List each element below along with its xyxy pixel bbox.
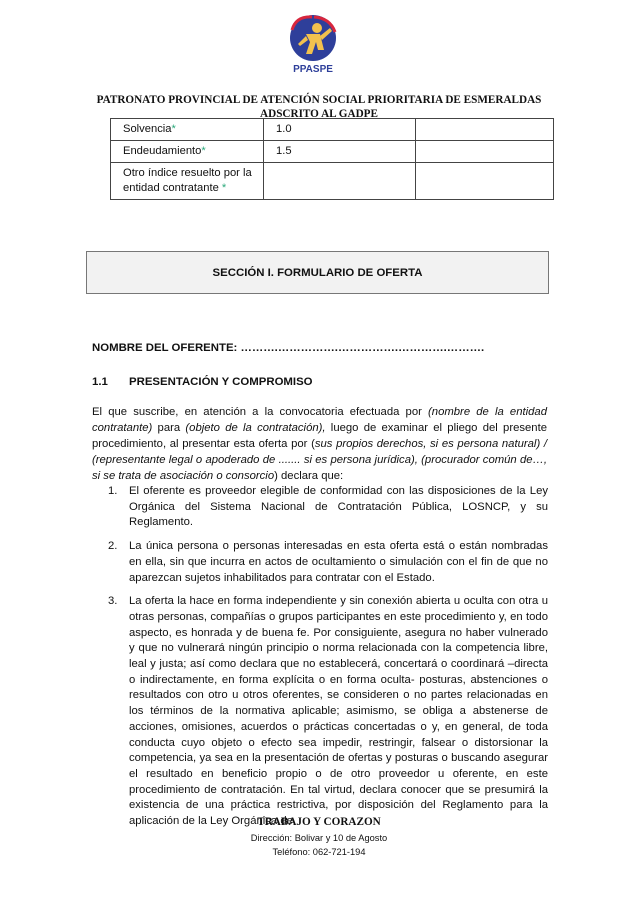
- table-cell: [416, 163, 554, 200]
- list-item-text: El oferente es proveedor elegible de conformidad con las disposiciones de la Ley Orgánica del Sistema Nacional de Contratación Pública, LOSNCP, y su Reglamento.: [129, 485, 548, 529]
- subsection-heading: [92, 376, 313, 388]
- table-cell: [416, 119, 554, 141]
- footer-motto: TRABAJO Y CORAZON: [257, 816, 381, 828]
- table-row: [111, 119, 554, 141]
- subsection-number: 1.1: [92, 376, 108, 388]
- table-row: [111, 141, 554, 163]
- list-item-number: 3.: [108, 595, 118, 608]
- ppaspe-logo: [284, 14, 342, 78]
- list-item-number: 2.: [108, 540, 118, 553]
- list-item-number: 1.: [108, 485, 118, 497]
- table-cell: 1.0: [264, 119, 416, 141]
- table-cell: [416, 141, 554, 163]
- table-cell: 1.5: [264, 141, 416, 163]
- list-item: [108, 594, 548, 830]
- section-heading: SECCIÓN I. FORMULARIO DE OFERTA: [86, 251, 549, 294]
- footer-phone: Teléfono: 062-721-194: [272, 847, 366, 857]
- list-item-text: La única persona o personas interesadas en esta oferta está o están nombradas en ella, sin que incurra en actos de ocultamiento o simulación con el fin de que no aparezcan sujetos inhabilitados para contratar con el Estado.: [129, 540, 548, 584]
- list-item: [108, 484, 548, 531]
- declarations-list: [108, 484, 548, 838]
- table-row: [111, 163, 554, 200]
- list-item-text: La oferta la hace en forma independiente y sin conexión abierta u oculta con otra u otras personas, compañías o grupos participantes en este procedimiento y, en todo aspecto, es honrada y de buena fe. Por consiguiente, asegura no haber vulnerado y que no vulnerará ningún principio o norma relacionada con la competencia libre, leal y justa; así como declara que no establecerá, concertará o coordinará –directa o indirectamente, en forma explícita o en forma oculta- posturas, abstenciones o resultados con otro u otros oferentes, se consideren o no partes relacionadas en los términos de la normativa aplicable; asimismo, se obliga a abstenerse de acciones, omisiones, acuerdos o prácticas concertadas o y, en general, de toda conducta cuyo objeto o efecto sea impedir, restringir, falsear o distorsionar la competencia, ya sea en la presentación de ofertas y posturas o buscando asegurar el resultado en beneficio propio o de otro proveedor u oferente, en este procedimiento de contratación. En tal virtud, declara conocer que se presumirá la existencia de una práctica restrictiva, por disposición del Reglamento para la aplicación de la Ley Orgánica de: [129, 595, 548, 828]
- institution-title: PATRONATO PROVINCIAL DE ATENCIÓN SOCIAL PRIORITARIA DE ESMERALDAS: [96, 94, 542, 106]
- footer-address: Dirección: Bolivar y 10 de Agosto: [250, 833, 388, 843]
- subsection-title: PRESENTACIÓN Y COMPROMISO: [129, 376, 313, 388]
- table-cell: Otro índice resuelto por la entidad contratante *: [111, 163, 264, 200]
- table-cell: [264, 163, 416, 200]
- institution-subtitle: ADSCRITO AL GADPE: [260, 108, 378, 120]
- table-cell: Endeudamiento*: [111, 141, 264, 163]
- indices-table: [110, 118, 554, 200]
- table-cell: Solvencia*: [111, 119, 264, 141]
- list-item: [108, 539, 548, 586]
- intro-paragraph: El que suscribe, en atención a la convocatoria efectuada por (nombre de la entidad contratante) para (objeto de la contratación), luego de examinar el pliego del presente procedimiento, al presentar esta oferta por (sus propios derechos, si es persona natural) / (representante legal o apoderado de ....... si es persona jurídica), (procurador común de…, si se trata de asociación o consorcio) declara que:: [92, 406, 547, 482]
- oferente-name-line: NOMBRE DEL OFERENTE: ……….…………….…………….………….……….: [92, 342, 485, 354]
- svg-text:PPASPE: PPASPE: [293, 64, 333, 75]
